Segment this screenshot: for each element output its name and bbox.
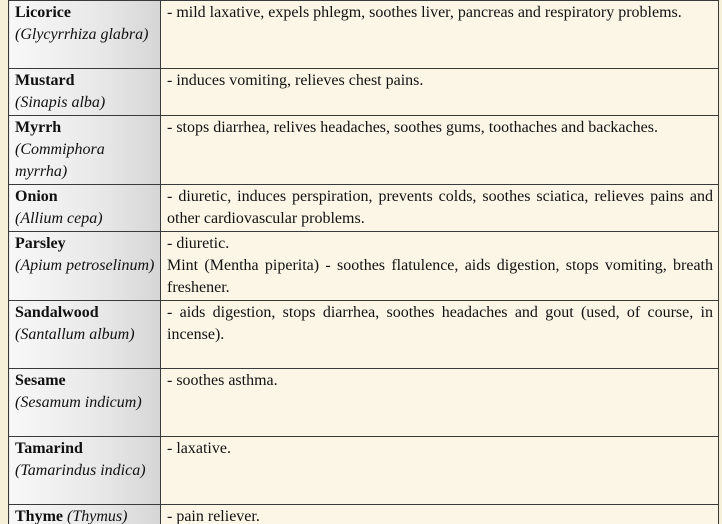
table-row bbox=[9, 232, 719, 301]
herb-common-name: Thyme bbox=[15, 508, 63, 524]
herb-description-cell bbox=[161, 1, 719, 69]
herb-common-name: Myrrh bbox=[15, 119, 62, 136]
herb-description: - pain reliever. bbox=[167, 508, 260, 524]
herb-latin-name: (Sinapis alba) bbox=[15, 94, 106, 111]
herb-description-cell bbox=[161, 185, 719, 232]
herb-name-cell bbox=[9, 116, 161, 185]
herb-common-name: Sandalwood bbox=[15, 304, 99, 321]
herb-description: - soothes asthma. bbox=[167, 372, 278, 389]
table-row bbox=[9, 369, 719, 437]
herb-latin-name: (Santallum album) bbox=[15, 326, 135, 343]
herb-description: - stops diarrhea, relives headaches, soothes gums, toothaches and backaches. bbox=[167, 119, 658, 136]
herbal-remedies-table bbox=[8, 0, 719, 524]
herb-latin-name: (Tamarindus indica) bbox=[15, 462, 146, 479]
herb-name-cell bbox=[9, 69, 161, 116]
table-row bbox=[9, 116, 719, 185]
herb-description-cell bbox=[161, 116, 719, 185]
herb-description-cell bbox=[161, 69, 719, 116]
herb-description: - laxative. bbox=[167, 440, 231, 457]
table-row bbox=[9, 69, 719, 116]
table-row bbox=[9, 301, 719, 369]
herb-latin-name: (Thymus) bbox=[67, 508, 128, 524]
herb-name-cell bbox=[9, 369, 161, 437]
herb-description: - diuretic. bbox=[167, 235, 230, 252]
herb-common-name: Tamarind bbox=[15, 440, 83, 457]
herb-description: - induces vomiting, relieves chest pains. bbox=[167, 72, 424, 89]
herb-latin-name: (Commiphora myrrha) bbox=[15, 141, 105, 180]
herb-latin-name: (Sesamum indicum) bbox=[15, 394, 142, 411]
herb-name-cell bbox=[9, 437, 161, 505]
table-row bbox=[9, 505, 719, 524]
herb-name-cell bbox=[9, 505, 161, 524]
herb-description-cell bbox=[161, 369, 719, 437]
herb-description-cell bbox=[161, 505, 719, 524]
herb-description: - aids digestion, stops diarrhea, soothes headaches and gout (used, of course, in incense). bbox=[167, 304, 713, 343]
herb-description: - mild laxative, expels phlegm, soothes liver, pancreas and respiratory problems. bbox=[167, 4, 682, 21]
herb-description: - diuretic, induces perspiration, prevents colds, soothes sciatica, relieves pains and other cardiovascular problems. bbox=[167, 188, 713, 227]
herb-description-cell bbox=[161, 232, 719, 301]
herb-common-name: Sesame bbox=[15, 372, 66, 389]
herb-description-extra: Mint (Mentha piperita) - soothes flatulence, aids digestion, stops vomiting, breath freshener. bbox=[167, 257, 713, 296]
herb-description-cell bbox=[161, 437, 719, 505]
herb-latin-name: (Glycyrrhiza glabra) bbox=[15, 26, 149, 43]
herb-latin-name: (Allium cepa) bbox=[15, 210, 103, 227]
herb-name-cell bbox=[9, 185, 161, 232]
herb-common-name: Licorice bbox=[15, 4, 71, 21]
table-row bbox=[9, 185, 719, 232]
herb-common-name: Parsley bbox=[15, 235, 66, 252]
herb-name-cell bbox=[9, 301, 161, 369]
herb-description-cell bbox=[161, 301, 719, 369]
table-row bbox=[9, 1, 719, 69]
table-row bbox=[9, 437, 719, 505]
herb-name-cell bbox=[9, 232, 161, 301]
herb-common-name: Onion bbox=[15, 188, 58, 205]
herb-name-cell bbox=[9, 1, 161, 69]
herb-latin-name: (Apium petroselinum) bbox=[15, 257, 155, 274]
herb-common-name: Mustard bbox=[15, 72, 75, 89]
